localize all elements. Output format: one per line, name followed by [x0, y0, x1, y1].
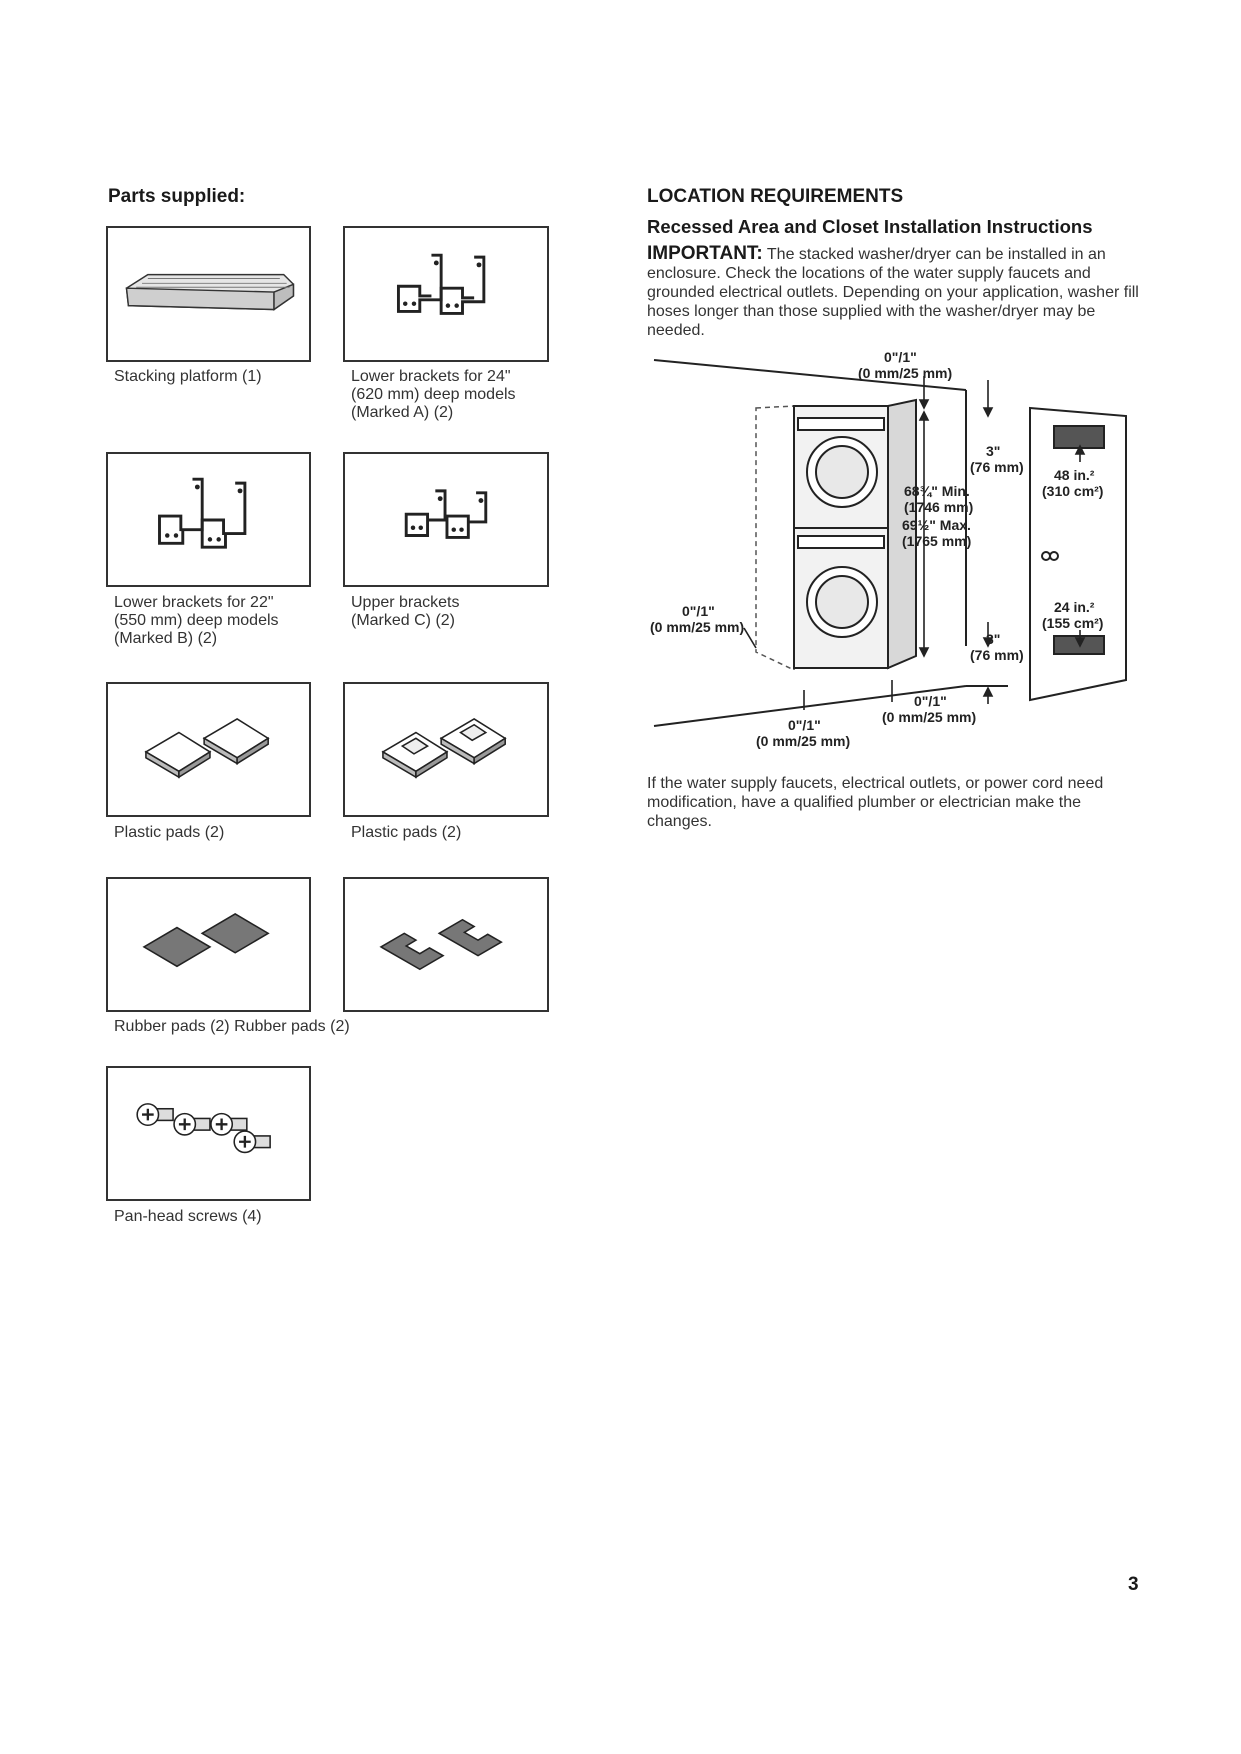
rubber-pad-icon [108, 879, 309, 1010]
stacking-platform-icon [108, 228, 309, 360]
label-bottom-vent: 24 in.² [1054, 599, 1095, 615]
label-rear-clearance-mm: (0 mm/25 mm) [882, 709, 977, 725]
caption-plastic-pad-notched: Plastic pads (2) [351, 824, 462, 841]
label-front-clearance: 0"/1" [788, 717, 821, 733]
page-number: 3 [1128, 1574, 1139, 1595]
label-rear-clearance: 0"/1" [914, 693, 947, 709]
caption-stacking-platform: Stacking platform (1) [114, 368, 262, 385]
location-heading: LOCATION REQUIREMENTS [647, 186, 904, 207]
plastic-pad-image [106, 682, 311, 817]
screw-image [106, 1066, 311, 1201]
label-side-clearance-mm: (0 mm/25 mm) [650, 619, 745, 635]
caption-screws: Pan-head screws (4) [114, 1208, 262, 1225]
bracket-b-icon [108, 454, 309, 585]
caption-rubber-pads: Rubber pads (2) Rubber pads (2) [114, 1018, 350, 1035]
bracket-a-icon [345, 228, 547, 360]
diagram-drawing [648, 350, 1140, 758]
label-min-height-mm: (1746 mm) [904, 499, 974, 515]
label-min-height: 68¾" Min. [904, 483, 970, 499]
bracket-c-icon [345, 454, 547, 585]
important-text: The stacked washer/dryer can be installed in an enclosure. Check the locations of the water supply faucets and grounded electrical outlets. Depending on your application, washer fill hoses longer than those supplied with the washer/dryer may be needed. [647, 246, 1139, 339]
rubber-pad-notched-icon [345, 879, 547, 1010]
label-side-clearance: 0"/1" [682, 603, 715, 619]
label-max-height-mm: (1765 mm) [902, 533, 972, 549]
parts-heading: Parts supplied: [108, 186, 246, 207]
modification-note: If the water supply faucets, electrical outlets, or power cord need modification, have a qualified plumber or electrician make the changes. [647, 775, 1104, 830]
label-front-clearance-mm: (0 mm/25 mm) [756, 733, 851, 749]
label-bottom-vent-cm: (155 cm²) [1042, 615, 1104, 631]
bracket-a-image [343, 226, 549, 362]
label-max-height: 69½" Max. [902, 517, 971, 533]
screw-icon [108, 1068, 309, 1199]
bracket-c-image [343, 452, 549, 587]
label-top-vent-cm: (310 cm²) [1042, 483, 1104, 499]
label-top-vent: 48 in.² [1054, 467, 1095, 483]
stacked-washer-dryer [794, 400, 916, 668]
plastic-pad-notched-image [343, 682, 549, 817]
dryer-outline [756, 406, 794, 670]
bracket-b-image [106, 452, 311, 587]
important-label: IMPORTANT: [647, 243, 763, 264]
label-bottom-gap: 3" [986, 631, 1001, 647]
label-top-clearance-mm: (0 mm/25 mm) [858, 365, 953, 381]
rubber-pad-image [106, 877, 311, 1012]
caption-bracket-a: Lower brackets for 24" (620 mm) deep models (Marked A) (2) [351, 368, 516, 421]
label-top-gap-mm: (76 mm) [970, 459, 1024, 475]
rubber-pad-notched-image [343, 877, 549, 1012]
stacking-platform-image [106, 226, 311, 362]
label-top-clearance: 0"/1" [884, 350, 917, 365]
caption-plastic-pad: Plastic pads (2) [114, 824, 225, 841]
label-top-gap: 3" [986, 443, 1001, 459]
label-bottom-gap-mm: (76 mm) [970, 647, 1024, 663]
caption-bracket-c: Upper brackets (Marked C) (2) [351, 594, 460, 629]
recessed-subheading: Recessed Area and Closet Installation Instructions [647, 216, 1093, 237]
plastic-pad-notched-icon [345, 684, 547, 815]
plastic-pad-icon [108, 684, 309, 815]
important-paragraph [647, 244, 1147, 340]
caption-bracket-b: Lower brackets for 22" (550 mm) deep models (Marked B) (2) [114, 594, 279, 647]
closet-installation-diagram [648, 350, 1140, 758]
